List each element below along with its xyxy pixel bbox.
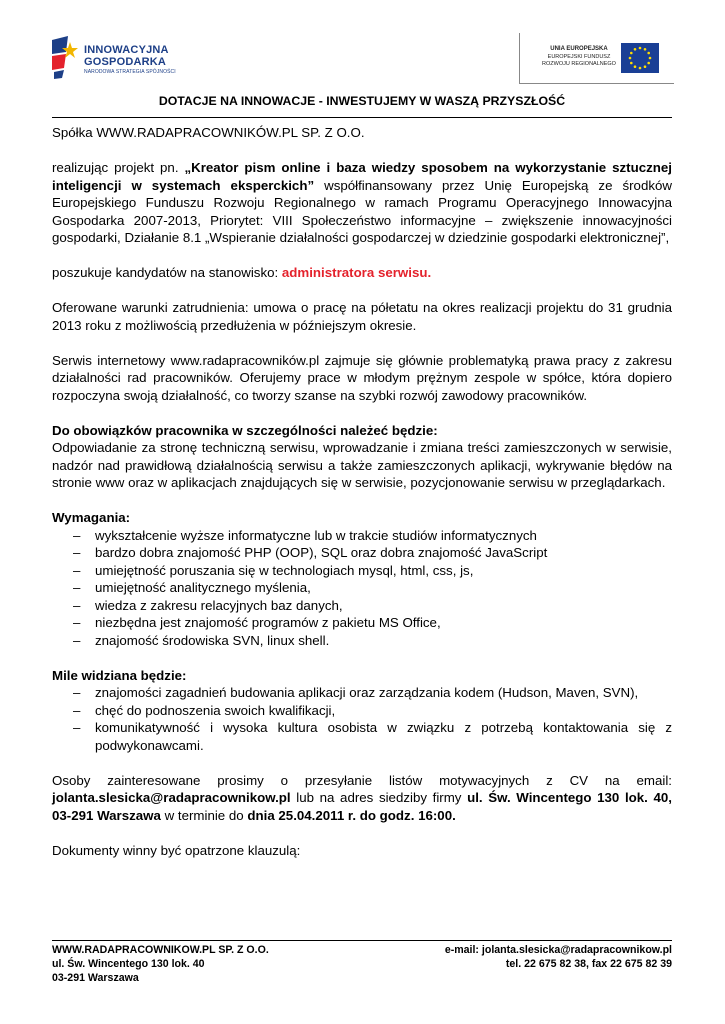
- requirements-list: [52, 527, 672, 650]
- header-divider: [52, 117, 672, 118]
- list-item: – znajomości zagadnień budowania aplikacji oraz zarządzania kodem (Hudson, Maven, SVN),: [73, 685, 639, 700]
- list-item: – chęć do podnoszenia swoich kwalifikacji,: [73, 702, 336, 718]
- about-paragraph: Serwis internetowy www.radapracowników.pl zajmuje się głównie problematyką prawa pracy z zakresu działalności rad pracowników. Oferujemy prace w młodym prężnym zespole w spółce, która dopiero rozpoczyna swoją działalność, co tworzy szanse na szybki rozwój zawodowy pracowników.: [52, 352, 672, 403]
- position-paragraph: poszukuje kandydatów na stanowisko: administratora serwisu.: [52, 265, 432, 280]
- nice-to-have-heading: Mile widziana będzie:: [52, 667, 187, 683]
- list-item: – wiedza z zakresu relacyjnych baz danych,: [73, 597, 343, 613]
- page-title: DOTACJE NA INNOWACJE - INWESTUJEMY W WASZĄ PRZYSZŁOŚĆ: [158, 94, 566, 108]
- position-name: administratora serwisu.: [281, 265, 432, 280]
- footer-city: 03-291 Warszawa: [52, 972, 139, 984]
- footer-phone: tel. 22 675 82 38, fax 22 675 82 39: [505, 958, 672, 970]
- list-item: – bardzo dobra znajomość PHP (OOP), SQL oraz dobra znajomość JavaScript: [73, 545, 548, 560]
- logo-right-line3: ROZWOJU REGIONALNEGO: [542, 61, 616, 67]
- list-item: – wykształcenie wyższe informatyczne lub w trakcie studiów informatycznych: [73, 527, 537, 543]
- list-item: – umiejętność analitycznego myślenia,: [73, 580, 311, 595]
- footer-contact: [372, 943, 672, 971]
- contact-paragraph: Osoby zainteresowane prosimy o przesyłanie listów motywacyjnych z CV na email: jolanta.slesicka@radapracownikow.pl lub na adres siedziby firmy ul. Św. Wincentego 130 lok. 40, 03-291 Warszawa w terminie do dnia 25.04.2011 r. do godz. 16:00.: [52, 772, 672, 823]
- footer-street: ul. Św. Wincentego 130 lok. 40: [52, 958, 205, 970]
- list-item: – umiejętność poruszania się w technologiach mysql, html, css, js,: [73, 562, 474, 578]
- footer-company: [52, 943, 269, 985]
- nice-to-have-list: [52, 684, 672, 754]
- duties-heading: Do obowiązków pracownika w szczególności należeć będzie:: [52, 422, 438, 438]
- contact-deadline: dnia 25.04.2011 r. do godz. 16:00.: [247, 807, 456, 823]
- project-name: „Kreator pism online i baza wiedzy sposobem na wykorzystanie sztucznej inteligencji w systemach eksperckich”: [52, 160, 672, 193]
- logo-right-line1: UNIA EUROPEJSKA: [550, 46, 608, 52]
- eu-flag-icon: [621, 43, 659, 73]
- clause-line: Dokumenty winny być opatrzone klauzulą:: [52, 842, 301, 858]
- list-item: – znajomość środowiska SVN, linux shell.: [73, 632, 330, 648]
- logo-left-line1: INNOWACYJNA: [84, 44, 169, 56]
- innovation-star-icon: [50, 34, 80, 80]
- requirements-heading: Wymagania:: [52, 510, 131, 525]
- logo-right-line2: EUROPEJSKI FUNDUSZ: [547, 54, 611, 60]
- logo-left-line2: GOSPODARKA: [84, 56, 167, 68]
- document-body: [52, 124, 672, 859]
- logo-left-line3: NARODOWA STRATEGIA SPÓJNOŚCI: [84, 69, 176, 75]
- contact-address: ul. Św. Wincentego 130 lok. 40, 03-291 Warszawa: [52, 790, 672, 823]
- footer-company-name: WWW.RADAPRACOWNIKOW.PL SP. Z O.O.: [52, 944, 269, 956]
- duties-paragraph: Odpowiadanie za stronę techniczną serwisu, wprowadzanie i zmiana treści zamieszczonych w serwisie, nadzór nad prawidłową działalnością serwisu a także zamieszczonych aplikacji, wykrywanie błędów na stronie www oraz w aplikacjach znajdujących się w serwisie, pozycjonowanie serwisu w przeglądarkach.: [52, 440, 672, 490]
- footer-email: e-mail: jolanta.slesicka@radapracownikow.pl: [444, 944, 672, 956]
- list-item: – niezbędna jest znajomość programów z pakietu MS Office,: [73, 615, 441, 630]
- project-paragraph: realizując projekt pn. „Kreator pism online i baza wiedzy sposobem na wykorzystanie sztucznej inteligencji w systemach eksperckich” współfinansowany przez Unię Europejską ze środków Europejskiego Funduszu Rozwoju Regionalnego w ramach Programu Operacyjnego Innowacyjna Gospodarka 2007-2013, Priorytet: VIII Społeczeństwo informacyjne – zwiększenie innowacyjności gospodarki, Działanie 8.1 „Wspieranie działalności gospodarczej w dziedzinie gospodarki elektronicznej”,: [52, 160, 672, 245]
- list-item: – komunikatywność i wysoka kultura osobista w związku z potrzebą kontaktowania się z podwykonawcami.: [73, 720, 672, 753]
- offer-paragraph: Oferowane warunki zatrudnienia: umowa o pracę na półetatu na okres realizacji projektu do 31 grudnia 2013 roku z możliwością przedłużenia w późniejszym okresie.: [52, 300, 672, 333]
- innowacyjna-gospodarka-logo: [50, 34, 200, 84]
- company-line: Spółka WWW.RADAPRACOWNIKÓW.PL SP. Z O.O.: [52, 125, 365, 140]
- footer-divider: [52, 940, 672, 941]
- contact-email: jolanta.slesicka@radapracownikow.pl: [52, 790, 291, 805]
- eu-fund-logo: [519, 33, 674, 84]
